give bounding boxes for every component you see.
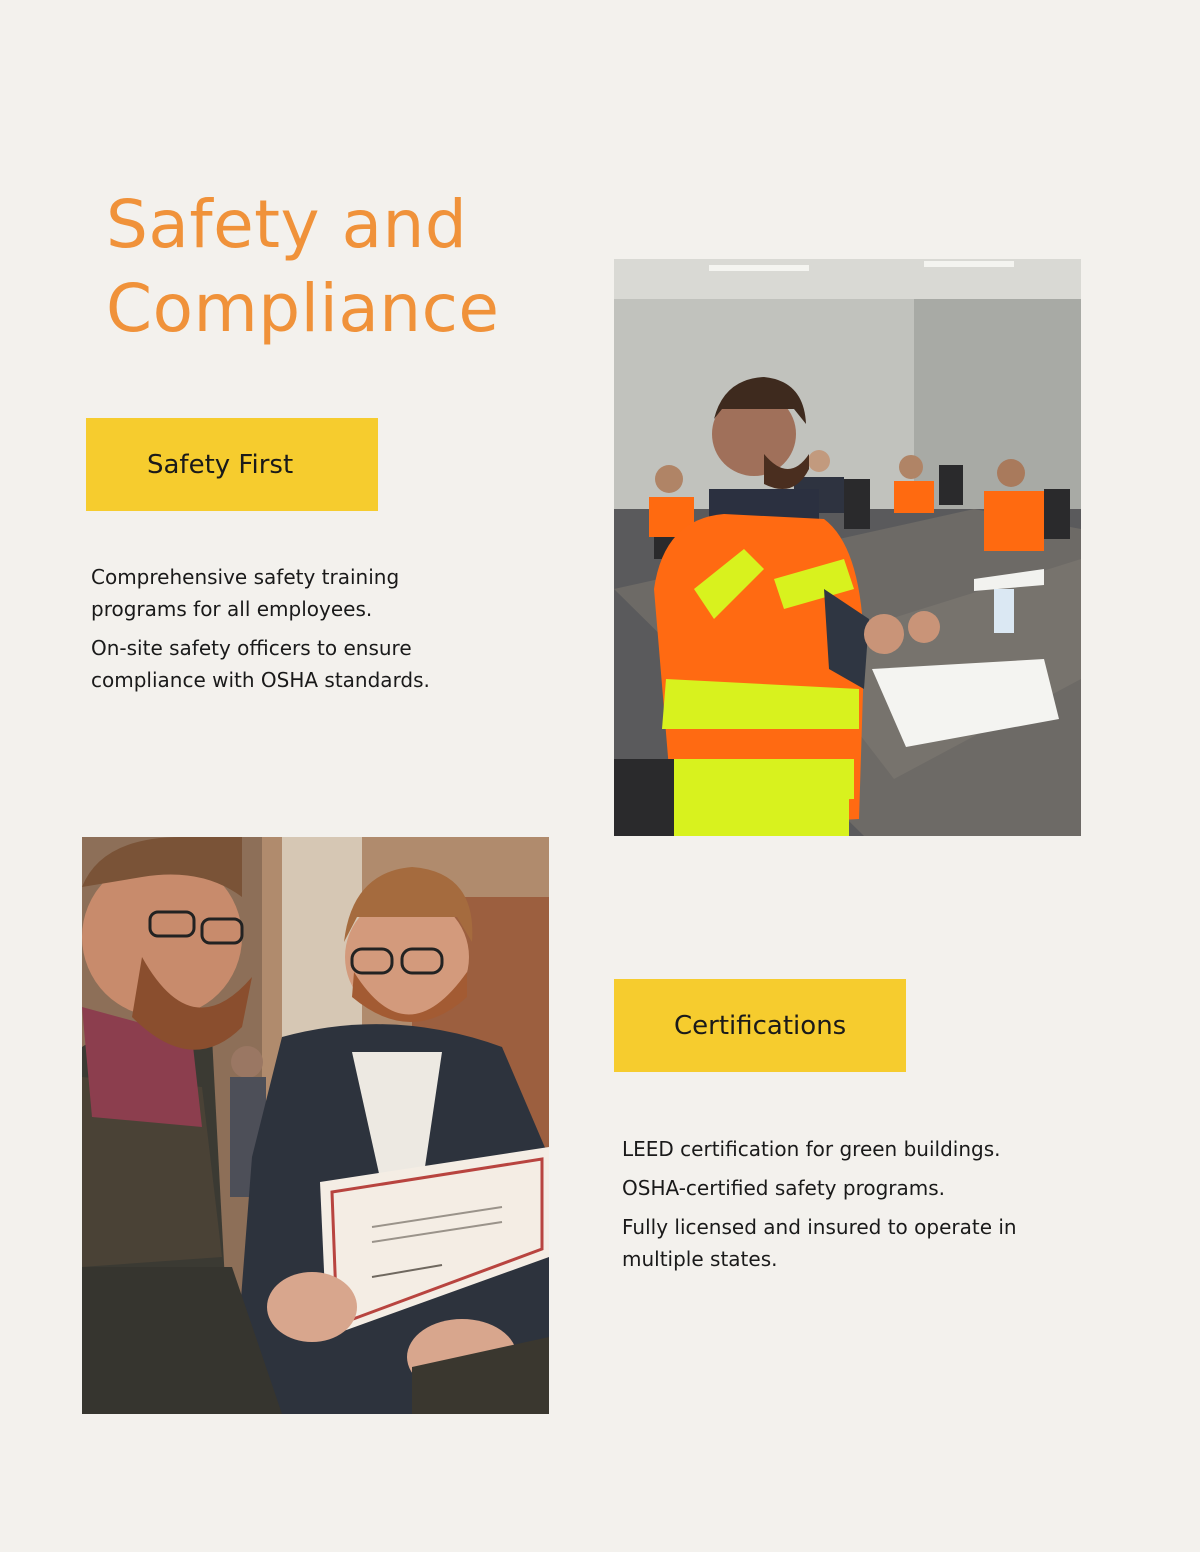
certification-line: Fully licensed and insured to operate in multiple states. [622, 1215, 1017, 1271]
certifications-label-text: Certifications [674, 1010, 847, 1041]
safety-line: Comprehensive safety training programs for all employees. [91, 565, 400, 621]
safety-meeting-photo [614, 259, 1081, 836]
safety-first-label [86, 418, 378, 511]
certification-line: OSHA-certified safety programs. [622, 1176, 946, 1200]
safety-line: On-site safety officers to ensure compliance with OSHA standards. [91, 636, 430, 692]
certifications-description [622, 1133, 1062, 1282]
certificate-presentation-photo [82, 837, 549, 1414]
certification-line: LEED certification for green buildings. [622, 1137, 1001, 1161]
safety-first-label-text: Safety First [147, 449, 294, 480]
page-title: Safety and Compliance [106, 186, 500, 347]
certifications-label [614, 979, 906, 1072]
safety-description [91, 561, 471, 703]
